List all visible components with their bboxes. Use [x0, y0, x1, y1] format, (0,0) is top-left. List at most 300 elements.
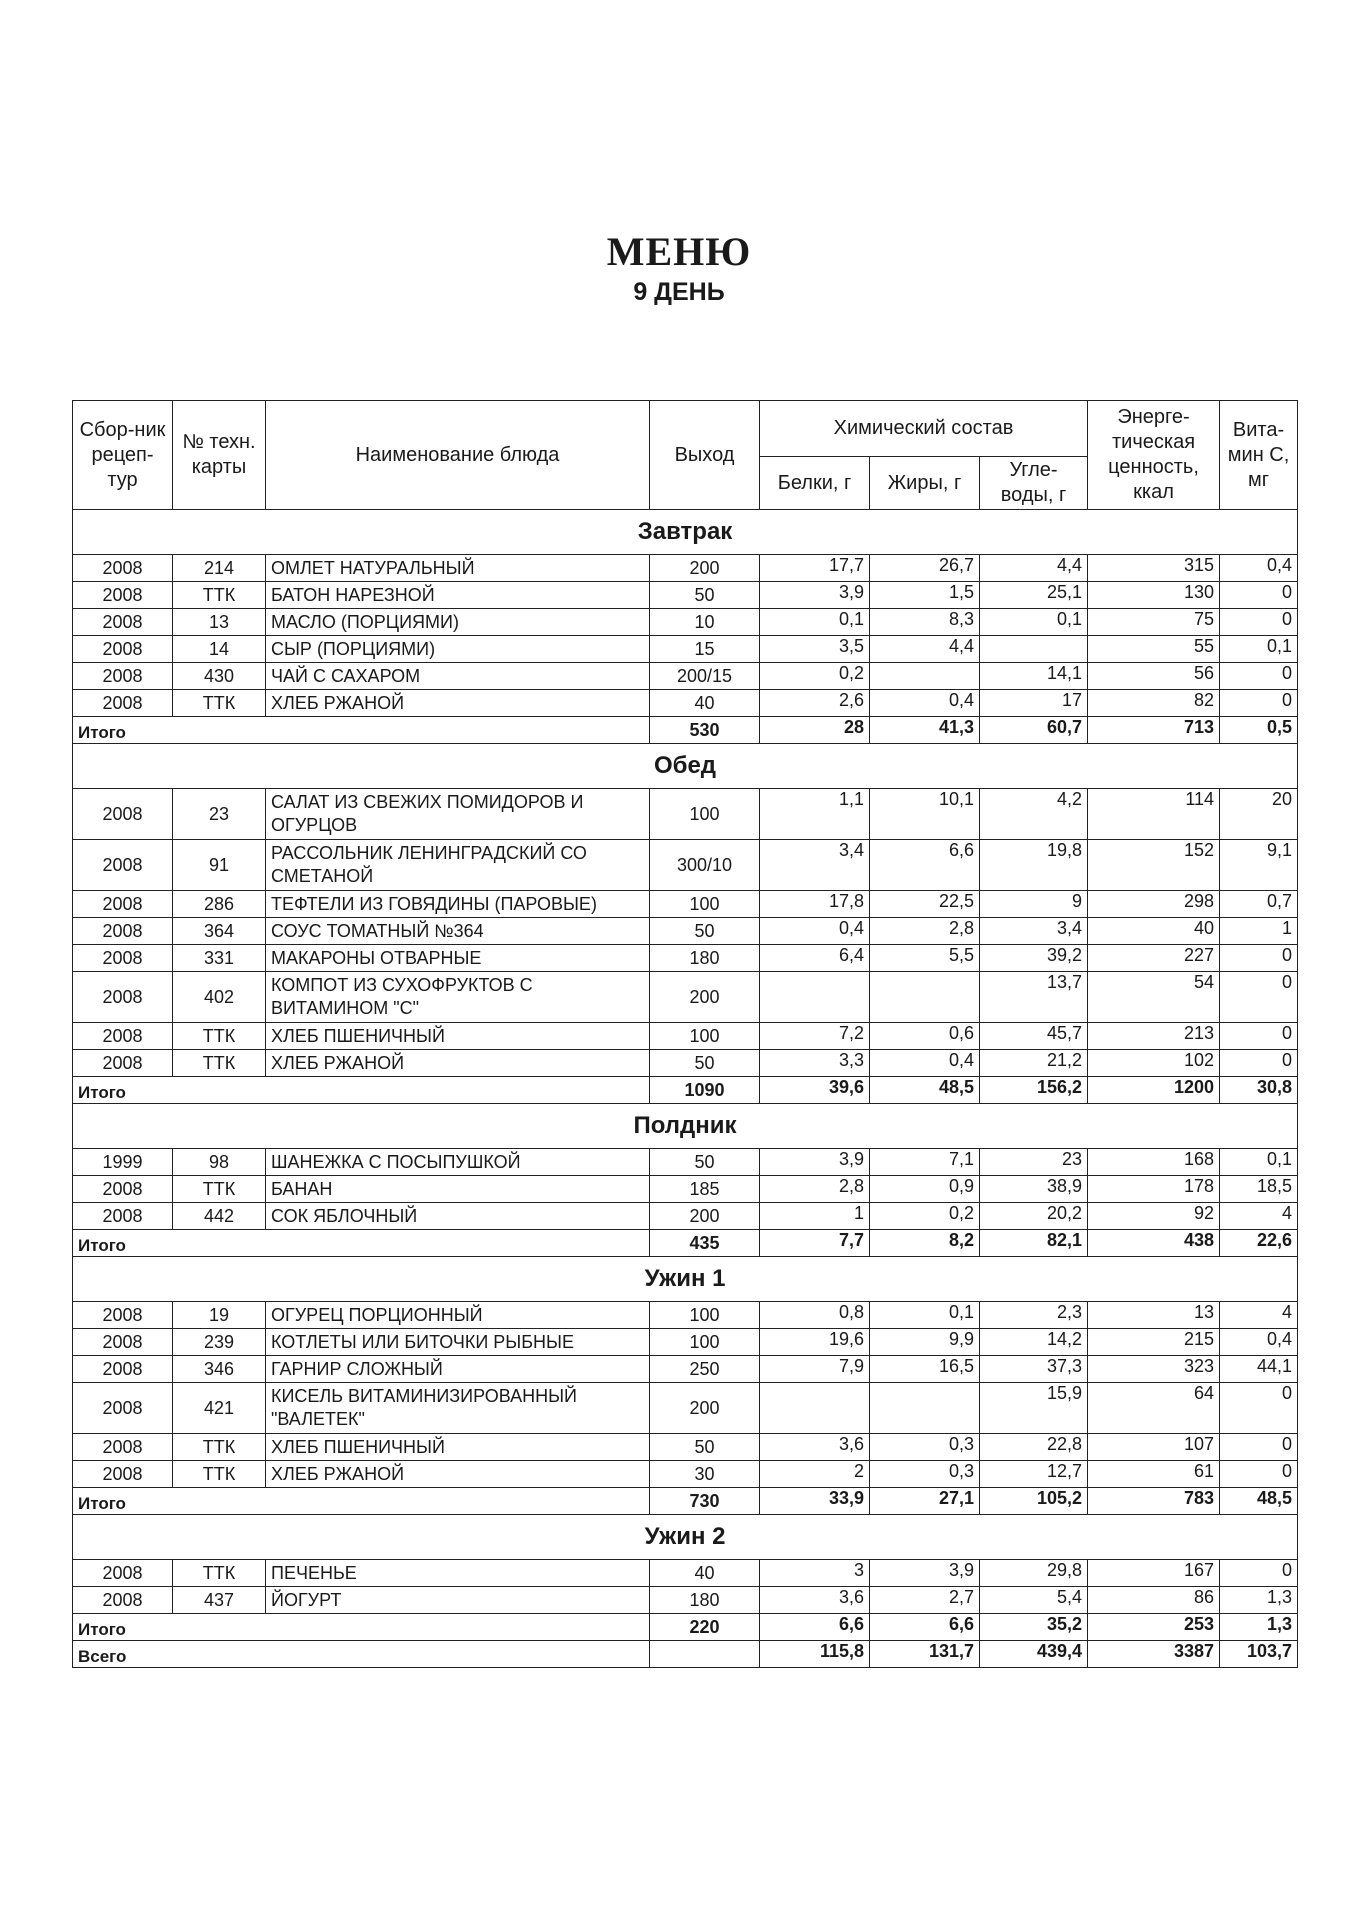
cell-protein	[760, 1383, 870, 1434]
table-row	[73, 663, 1298, 690]
cell-yield: 50	[650, 1050, 760, 1077]
cell-energy: 213	[1088, 1023, 1220, 1050]
table-row	[73, 1587, 1298, 1614]
cell-card: 437	[173, 1587, 266, 1614]
page-title: МЕНЮ	[606, 229, 752, 274]
cell-fat	[870, 663, 980, 690]
cell-fat: 1,5	[870, 582, 980, 609]
table-row	[73, 972, 1298, 1023]
cell-vitc: 0	[1220, 1434, 1298, 1461]
cell-yield: 250	[650, 1356, 760, 1383]
section-header	[73, 510, 1298, 555]
cell-vitc: 9,1	[1220, 840, 1298, 891]
section-title: Завтрак	[73, 510, 1298, 555]
table-row	[73, 1023, 1298, 1050]
cell-protein: 3,6	[760, 1434, 870, 1461]
section-header	[73, 1515, 1298, 1560]
cell-energy: 227	[1088, 945, 1220, 972]
cell-carbs: 37,3	[980, 1356, 1088, 1383]
cell-fat: 3,9	[870, 1560, 980, 1587]
total-value: 28	[760, 717, 870, 744]
cell-energy: 298	[1088, 891, 1220, 918]
cell-carbs: 20,2	[980, 1203, 1088, 1230]
table-row	[73, 1176, 1298, 1203]
cell-carbs: 14,2	[980, 1329, 1088, 1356]
grand-total-value: 3387	[1088, 1641, 1220, 1668]
cell-energy: 92	[1088, 1203, 1220, 1230]
table-row	[73, 1050, 1298, 1077]
section-title: Ужин 2	[73, 1515, 1298, 1560]
cell-vitc: 44,1	[1220, 1356, 1298, 1383]
cell-yield: 100	[650, 1023, 760, 1050]
cell-vitc: 0,7	[1220, 891, 1298, 918]
cell-collection: 2008	[73, 555, 173, 582]
cell-energy: 168	[1088, 1149, 1220, 1176]
cell-collection: 2008	[73, 840, 173, 891]
cell-dish-name: ШАНЕЖКА С ПОСЫПУШКОЙ	[266, 1149, 650, 1176]
cell-vitc: 0	[1220, 1383, 1298, 1434]
total-value: 435	[650, 1230, 760, 1257]
cell-yield: 40	[650, 1560, 760, 1587]
total-label: Итого	[73, 717, 650, 744]
cell-energy: 178	[1088, 1176, 1220, 1203]
header-vitc: Вита-мин С, мг	[1220, 401, 1298, 510]
cell-vitc: 20	[1220, 789, 1298, 840]
cell-yield: 40	[650, 690, 760, 717]
cell-card: 331	[173, 945, 266, 972]
page-subtitle: 9 ДЕНЬ	[633, 278, 725, 306]
cell-dish-name: ГАРНИР СЛОЖНЫЙ	[266, 1356, 650, 1383]
total-value: 22,6	[1220, 1230, 1298, 1257]
cell-collection: 2008	[73, 636, 173, 663]
grand-total-value: 115,8	[760, 1641, 870, 1668]
cell-fat: 0,4	[870, 1050, 980, 1077]
total-value: 41,3	[870, 717, 980, 744]
grand-total-value	[650, 1641, 760, 1668]
cell-energy: 61	[1088, 1461, 1220, 1488]
table-row	[73, 1302, 1298, 1329]
total-value: 1,3	[1220, 1614, 1298, 1641]
total-row	[73, 1230, 1298, 1257]
cell-yield: 200	[650, 555, 760, 582]
cell-vitc: 0,4	[1220, 555, 1298, 582]
cell-vitc: 0	[1220, 1050, 1298, 1077]
cell-yield: 180	[650, 945, 760, 972]
cell-dish-name: СОУС ТОМАТНЫЙ №364	[266, 918, 650, 945]
cell-carbs: 3,4	[980, 918, 1088, 945]
cell-collection: 2008	[73, 1461, 173, 1488]
cell-collection: 2008	[73, 1383, 173, 1434]
cell-card: 23	[173, 789, 266, 840]
total-row	[73, 1488, 1298, 1515]
cell-protein: 3,3	[760, 1050, 870, 1077]
cell-vitc: 0,1	[1220, 636, 1298, 663]
cell-card: 430	[173, 663, 266, 690]
cell-protein: 1,1	[760, 789, 870, 840]
cell-dish-name: ОМЛЕТ НАТУРАЛЬНЫЙ	[266, 555, 650, 582]
total-value: 60,7	[980, 717, 1088, 744]
grand-total-row	[73, 1641, 1298, 1668]
cell-protein: 3,4	[760, 840, 870, 891]
cell-energy: 86	[1088, 1587, 1220, 1614]
cell-carbs: 13,7	[980, 972, 1088, 1023]
cell-yield: 50	[650, 582, 760, 609]
cell-carbs: 38,9	[980, 1176, 1088, 1203]
cell-card: 364	[173, 918, 266, 945]
cell-protein: 7,2	[760, 1023, 870, 1050]
cell-collection: 2008	[73, 1560, 173, 1587]
table-row	[73, 789, 1298, 840]
cell-collection: 2008	[73, 1023, 173, 1050]
table-row	[73, 1461, 1298, 1488]
cell-energy: 107	[1088, 1434, 1220, 1461]
header-chem: Химический состав	[760, 401, 1088, 457]
cell-vitc: 0	[1220, 609, 1298, 636]
total-label: Итого	[73, 1614, 650, 1641]
cell-card: ТТК	[173, 1461, 266, 1488]
total-label: Итого	[73, 1077, 650, 1104]
cell-carbs: 29,8	[980, 1560, 1088, 1587]
cell-yield: 100	[650, 789, 760, 840]
cell-vitc: 4	[1220, 1302, 1298, 1329]
cell-yield: 50	[650, 1434, 760, 1461]
cell-yield: 100	[650, 1329, 760, 1356]
cell-dish-name: КОТЛЕТЫ ИЛИ БИТОЧКИ РЫБНЫЕ	[266, 1329, 650, 1356]
table-row	[73, 690, 1298, 717]
table-row	[73, 1356, 1298, 1383]
cell-protein	[760, 972, 870, 1023]
total-value: 39,6	[760, 1077, 870, 1104]
table-row	[73, 1434, 1298, 1461]
header-carbs: Угле-воды, г	[980, 457, 1088, 510]
cell-collection: 2008	[73, 972, 173, 1023]
total-value: 7,7	[760, 1230, 870, 1257]
cell-vitc: 0,1	[1220, 1149, 1298, 1176]
total-label: Итого	[73, 1230, 650, 1257]
cell-collection: 2008	[73, 1587, 173, 1614]
cell-card: ТТК	[173, 1434, 266, 1461]
cell-collection: 2008	[73, 789, 173, 840]
cell-carbs: 25,1	[980, 582, 1088, 609]
cell-energy: 215	[1088, 1329, 1220, 1356]
total-value: 220	[650, 1614, 760, 1641]
total-value: 48,5	[870, 1077, 980, 1104]
total-row	[73, 1077, 1298, 1104]
cell-dish-name: ПЕЧЕНЬЕ	[266, 1560, 650, 1587]
cell-dish-name: ЙОГУРТ	[266, 1587, 650, 1614]
cell-fat: 16,5	[870, 1356, 980, 1383]
cell-card: 239	[173, 1329, 266, 1356]
cell-vitc: 1,3	[1220, 1587, 1298, 1614]
cell-protein: 2,8	[760, 1176, 870, 1203]
cell-protein: 3,9	[760, 582, 870, 609]
cell-collection: 2008	[73, 582, 173, 609]
cell-card: 14	[173, 636, 266, 663]
grand-total-value: 103,7	[1220, 1641, 1298, 1668]
cell-carbs: 5,4	[980, 1587, 1088, 1614]
section-header	[73, 744, 1298, 789]
cell-energy: 323	[1088, 1356, 1220, 1383]
cell-dish-name: СЫР (ПОРЦИЯМИ)	[266, 636, 650, 663]
cell-dish-name: ХЛЕБ ПШЕНИЧНЫЙ	[266, 1023, 650, 1050]
cell-card: ТТК	[173, 582, 266, 609]
total-row	[73, 717, 1298, 744]
cell-dish-name: СОК ЯБЛОЧНЫЙ	[266, 1203, 650, 1230]
cell-yield: 200	[650, 1383, 760, 1434]
cell-fat: 9,9	[870, 1329, 980, 1356]
total-value: 438	[1088, 1230, 1220, 1257]
table-row	[73, 582, 1298, 609]
cell-card: 19	[173, 1302, 266, 1329]
cell-dish-name: САЛАТ ИЗ СВЕЖИХ ПОМИДОРОВ И ОГУРЦОВ	[266, 789, 650, 840]
grand-total-value: 131,7	[870, 1641, 980, 1668]
table-row	[73, 555, 1298, 582]
header-protein: Белки, г	[760, 457, 870, 510]
cell-yield: 185	[650, 1176, 760, 1203]
total-value: 253	[1088, 1614, 1220, 1641]
section-title: Обед	[73, 744, 1298, 789]
cell-vitc: 1	[1220, 918, 1298, 945]
cell-energy: 75	[1088, 609, 1220, 636]
cell-fat: 0,3	[870, 1434, 980, 1461]
cell-fat: 10,1	[870, 789, 980, 840]
cell-protein: 17,8	[760, 891, 870, 918]
cell-collection: 2008	[73, 1434, 173, 1461]
cell-collection: 2008	[73, 690, 173, 717]
cell-energy: 130	[1088, 582, 1220, 609]
total-value: 0,5	[1220, 717, 1298, 744]
total-value: 530	[650, 717, 760, 744]
cell-energy: 64	[1088, 1383, 1220, 1434]
cell-fat: 4,4	[870, 636, 980, 663]
cell-carbs	[980, 636, 1088, 663]
cell-dish-name: МАСЛО (ПОРЦИЯМИ)	[266, 609, 650, 636]
cell-protein: 0,8	[760, 1302, 870, 1329]
header-dish: Наименование блюда	[266, 401, 650, 510]
cell-card: ТТК	[173, 1023, 266, 1050]
cell-vitc: 0	[1220, 1023, 1298, 1050]
cell-protein: 6,4	[760, 945, 870, 972]
cell-fat: 0,6	[870, 1023, 980, 1050]
section-title: Ужин 1	[73, 1257, 1298, 1302]
cell-vitc: 0	[1220, 972, 1298, 1023]
cell-yield: 100	[650, 891, 760, 918]
grand-total-label: Всего	[73, 1641, 650, 1668]
menu-body	[73, 510, 1298, 1668]
cell-dish-name: ХЛЕБ РЖАНОЙ	[266, 690, 650, 717]
cell-dish-name: ТЕФТЕЛИ ИЗ ГОВЯДИНЫ (ПАРОВЫЕ)	[266, 891, 650, 918]
table-row	[73, 1329, 1298, 1356]
cell-protein: 3	[760, 1560, 870, 1587]
cell-energy: 82	[1088, 690, 1220, 717]
cell-energy: 102	[1088, 1050, 1220, 1077]
grand-total-value: 439,4	[980, 1641, 1088, 1668]
total-value: 1200	[1088, 1077, 1220, 1104]
cell-carbs: 19,8	[980, 840, 1088, 891]
total-value: 48,5	[1220, 1488, 1298, 1515]
cell-carbs: 4,2	[980, 789, 1088, 840]
cell-card: 13	[173, 609, 266, 636]
cell-yield: 50	[650, 918, 760, 945]
cell-yield: 200/15	[650, 663, 760, 690]
cell-energy: 40	[1088, 918, 1220, 945]
cell-collection: 2008	[73, 1176, 173, 1203]
menu-table	[72, 400, 1298, 1668]
header-energy: Энерге-тическая ценность, ккал	[1088, 401, 1220, 510]
cell-energy: 167	[1088, 1560, 1220, 1587]
cell-yield: 180	[650, 1587, 760, 1614]
cell-protein: 1	[760, 1203, 870, 1230]
cell-collection: 2008	[73, 1050, 173, 1077]
cell-card: ТТК	[173, 690, 266, 717]
cell-protein: 17,7	[760, 555, 870, 582]
table-row	[73, 1203, 1298, 1230]
cell-carbs: 22,8	[980, 1434, 1088, 1461]
cell-dish-name: ОГУРЕЦ ПОРЦИОННЫЙ	[266, 1302, 650, 1329]
total-value: 713	[1088, 717, 1220, 744]
cell-fat: 8,3	[870, 609, 980, 636]
cell-protein: 2,6	[760, 690, 870, 717]
cell-dish-name: РАССОЛЬНИК ЛЕНИНГРАДСКИЙ СО СМЕТАНОЙ	[266, 840, 650, 891]
cell-collection: 1999	[73, 1149, 173, 1176]
total-value: 27,1	[870, 1488, 980, 1515]
cell-vitc: 18,5	[1220, 1176, 1298, 1203]
cell-fat: 0,4	[870, 690, 980, 717]
cell-dish-name: ЧАЙ С САХАРОМ	[266, 663, 650, 690]
total-value: 730	[650, 1488, 760, 1515]
cell-fat	[870, 1383, 980, 1434]
cell-fat: 22,5	[870, 891, 980, 918]
total-value: 783	[1088, 1488, 1220, 1515]
cell-dish-name: ХЛЕБ РЖАНОЙ	[266, 1050, 650, 1077]
cell-card: 402	[173, 972, 266, 1023]
cell-yield: 15	[650, 636, 760, 663]
table-row	[73, 891, 1298, 918]
section-header	[73, 1104, 1298, 1149]
section-title: Полдник	[73, 1104, 1298, 1149]
cell-fat: 2,8	[870, 918, 980, 945]
cell-carbs: 17	[980, 690, 1088, 717]
table-row	[73, 945, 1298, 972]
total-value: 8,2	[870, 1230, 980, 1257]
cell-yield: 10	[650, 609, 760, 636]
header-card: № техн. карты	[173, 401, 266, 510]
cell-energy: 55	[1088, 636, 1220, 663]
cell-fat: 0,2	[870, 1203, 980, 1230]
cell-collection: 2008	[73, 891, 173, 918]
cell-dish-name: МАКАРОНЫ ОТВАРНЫЕ	[266, 945, 650, 972]
cell-vitc: 0	[1220, 690, 1298, 717]
cell-fat: 7,1	[870, 1149, 980, 1176]
cell-fat: 26,7	[870, 555, 980, 582]
cell-energy: 114	[1088, 789, 1220, 840]
total-value: 30,8	[1220, 1077, 1298, 1104]
cell-carbs: 2,3	[980, 1302, 1088, 1329]
cell-vitc: 0	[1220, 1560, 1298, 1587]
cell-protein: 3,6	[760, 1587, 870, 1614]
cell-fat: 5,5	[870, 945, 980, 972]
table-row	[73, 918, 1298, 945]
cell-vitc: 0,4	[1220, 1329, 1298, 1356]
cell-vitc: 0	[1220, 663, 1298, 690]
cell-carbs: 14,1	[980, 663, 1088, 690]
cell-carbs: 15,9	[980, 1383, 1088, 1434]
cell-dish-name: ХЛЕБ РЖАНОЙ	[266, 1461, 650, 1488]
cell-dish-name: ХЛЕБ ПШЕНИЧНЫЙ	[266, 1434, 650, 1461]
cell-collection: 2008	[73, 918, 173, 945]
cell-protein: 0,4	[760, 918, 870, 945]
header-yield: Выход	[650, 401, 760, 510]
table-row	[73, 609, 1298, 636]
cell-energy: 54	[1088, 972, 1220, 1023]
cell-collection: 2008	[73, 945, 173, 972]
header-fat: Жиры, г	[870, 457, 980, 510]
cell-dish-name: БАНАН	[266, 1176, 650, 1203]
cell-card: 91	[173, 840, 266, 891]
cell-yield: 200	[650, 972, 760, 1023]
cell-fat: 0,9	[870, 1176, 980, 1203]
total-value: 33,9	[760, 1488, 870, 1515]
cell-yield: 50	[650, 1149, 760, 1176]
cell-protein: 0,1	[760, 609, 870, 636]
cell-fat: 0,1	[870, 1302, 980, 1329]
cell-yield: 30	[650, 1461, 760, 1488]
total-label: Итого	[73, 1488, 650, 1515]
total-value: 6,6	[870, 1614, 980, 1641]
cell-energy: 13	[1088, 1302, 1220, 1329]
table-row	[73, 1560, 1298, 1587]
section-header	[73, 1257, 1298, 1302]
total-value: 35,2	[980, 1614, 1088, 1641]
cell-vitc: 0	[1220, 945, 1298, 972]
total-value: 156,2	[980, 1077, 1088, 1104]
cell-vitc: 0	[1220, 582, 1298, 609]
cell-carbs: 23	[980, 1149, 1088, 1176]
table-row	[73, 636, 1298, 663]
cell-protein: 3,9	[760, 1149, 870, 1176]
cell-vitc: 4	[1220, 1203, 1298, 1230]
cell-protein: 19,6	[760, 1329, 870, 1356]
cell-collection: 2008	[73, 1356, 173, 1383]
cell-card: 286	[173, 891, 266, 918]
cell-card: 98	[173, 1149, 266, 1176]
cell-carbs: 0,1	[980, 609, 1088, 636]
cell-yield: 100	[650, 1302, 760, 1329]
table-row	[73, 1149, 1298, 1176]
cell-energy: 315	[1088, 555, 1220, 582]
cell-card: 421	[173, 1383, 266, 1434]
cell-fat: 6,6	[870, 840, 980, 891]
cell-protein: 7,9	[760, 1356, 870, 1383]
cell-carbs: 21,2	[980, 1050, 1088, 1077]
cell-dish-name: БАТОН НАРЕЗНОЙ	[266, 582, 650, 609]
total-value: 6,6	[760, 1614, 870, 1641]
cell-card: 214	[173, 555, 266, 582]
cell-card: ТТК	[173, 1176, 266, 1203]
cell-vitc: 0	[1220, 1461, 1298, 1488]
total-value: 82,1	[980, 1230, 1088, 1257]
cell-collection: 2008	[73, 609, 173, 636]
cell-card: ТТК	[173, 1560, 266, 1587]
cell-carbs: 39,2	[980, 945, 1088, 972]
cell-dish-name: КИСЕЛЬ ВИТАМИНИЗИРОВАННЫЙ "ВАЛЕТЕК"	[266, 1383, 650, 1434]
cell-collection: 2008	[73, 1203, 173, 1230]
cell-yield: 200	[650, 1203, 760, 1230]
cell-carbs: 12,7	[980, 1461, 1088, 1488]
cell-fat	[870, 972, 980, 1023]
cell-card: ТТК	[173, 1050, 266, 1077]
table-row	[73, 1383, 1298, 1434]
